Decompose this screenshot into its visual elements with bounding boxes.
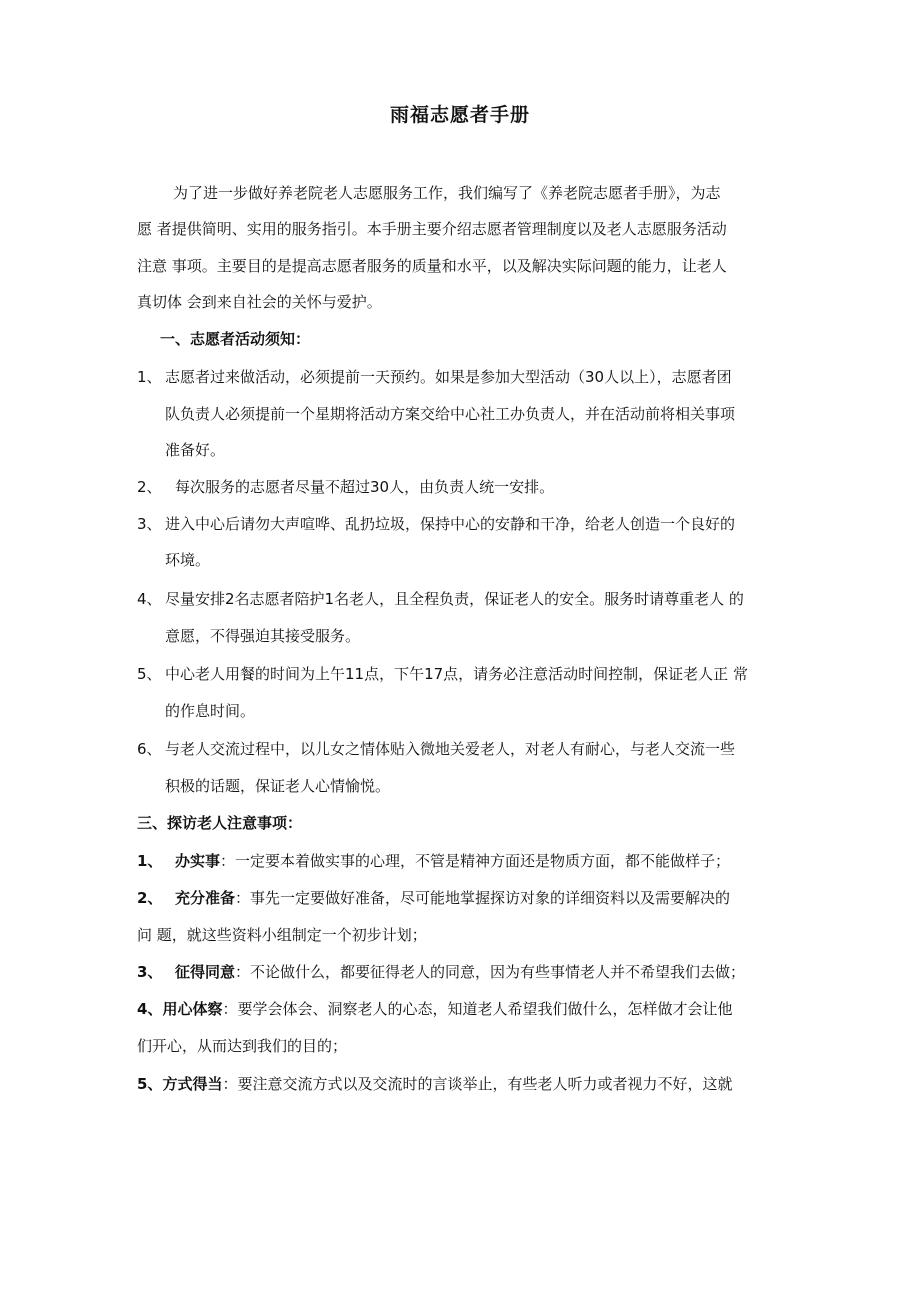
list-number: 6、 (137, 740, 162, 758)
list-item (137, 962, 797, 982)
list-item-continuation: 准备好。 (165, 441, 226, 459)
intro-line: 愿 者提供简明、实用的服务指引。本手册主要介绍志愿者管理制度以及老人志愿服务活动 (137, 220, 727, 238)
list-text: ：一定要本着做实事的心理，不管是精神方面还是物质方面，都不能做样子； (220, 852, 731, 870)
list-item (137, 367, 797, 387)
document-title: 雨福志愿者手册 (389, 104, 530, 126)
list-item-continuation: 们开心，从而达到我们的目的； (137, 1037, 348, 1055)
list-item-continuation: 积极的话题，保证老人心情愉悦。 (165, 777, 391, 795)
list-text: 志愿者过来做活动，必须提前一天预约。如果是参加大型活动（30人以上），志愿者团 (165, 368, 732, 386)
intro-line: 注意 事项。主要目的是提高志愿者服务的质量和水平，以及解决实际问题的能力，让老人 (137, 257, 727, 275)
list-text: ：事先一定要做好准备，尽可能地掌握探访对象的详细资料以及需要解决的 (235, 889, 731, 907)
list-item (137, 888, 797, 908)
list-item (137, 589, 797, 609)
list-label: 充分准备 (175, 889, 236, 907)
list-item (137, 1074, 797, 1094)
list-number: 4、 (137, 1000, 163, 1018)
list-text: 与老人交流过程中，以儿女之情体贴入微地关爱老人，对老人有耐心，与老人交流一些 (165, 740, 736, 758)
list-item-continuation: 队负责人必须提前一个星期将活动方案交给中心社工办负责人，并在活动前将相关事项 (165, 405, 736, 423)
list-text: ：不论做什么，都要征得老人的同意，因为有些事情老人并不希望我们去做； (235, 963, 746, 981)
list-item (137, 999, 797, 1019)
list-text: 中心老人用餐的时间为上午11点，下午17点，请务必注意活动时间控制，保证老人正 常 (165, 665, 748, 683)
list-item (137, 514, 797, 534)
list-number: 2、 (137, 889, 163, 907)
list-item-continuation: 环境。 (165, 551, 211, 569)
list-number: 1、 (137, 368, 162, 386)
list-item-continuation: 意愿，不得强迫其接受服务。 (165, 627, 361, 645)
list-number: 4、 (137, 590, 162, 608)
list-number: 5、 (137, 1075, 163, 1093)
list-text: ：要注意交流方式以及交流时的言谈举止，有些老人听力或者视力不好，这就 (222, 1075, 733, 1093)
list-item (137, 851, 797, 871)
list-item-continuation: 问 题，就这些资料小组制定一个初步计划； (137, 926, 427, 944)
list-number: 5、 (137, 665, 162, 683)
list-label: 方式得当 (162, 1075, 223, 1093)
list-label: 征得同意 (175, 963, 236, 981)
list-item (137, 477, 797, 497)
list-number: 3、 (137, 963, 163, 981)
list-item (137, 739, 797, 759)
list-item-continuation: 的作息时间。 (165, 702, 256, 720)
intro-line: 为了进一步做好养老院老人志愿服务工作，我们编写了《养老院志愿者手册》，为志 (173, 184, 721, 202)
list-label: 用心体察 (162, 1000, 223, 1018)
list-text: 尽量安排2名志愿者陪护1名老人，且全程负责，保证老人的安全。服务时请尊重老人 的 (165, 590, 744, 608)
section-heading: 一、志愿者活动须知： (160, 330, 311, 348)
list-label: 办实事 (175, 852, 221, 870)
list-number: 1、 (137, 852, 163, 870)
list-text: ：要学会体会、洞察老人的心态，知道老人希望我们做什么，怎样做才会让他 (222, 1000, 733, 1018)
section-heading: 三、探访老人注意事项： (137, 814, 303, 832)
list-number: 2、 (137, 478, 162, 496)
list-text: 每次服务的志愿者尽量不超过30人，由负责人统一安排。 (175, 478, 555, 496)
list-item (137, 664, 797, 684)
list-text: 进入中心后请勿大声喧哗、乱扔垃圾，保持中心的安静和干净，给老人创造一个良好的 (165, 515, 736, 533)
list-number: 3、 (137, 515, 162, 533)
intro-line: 真切体 会到来自社会的关怀与爱护。 (137, 293, 382, 311)
